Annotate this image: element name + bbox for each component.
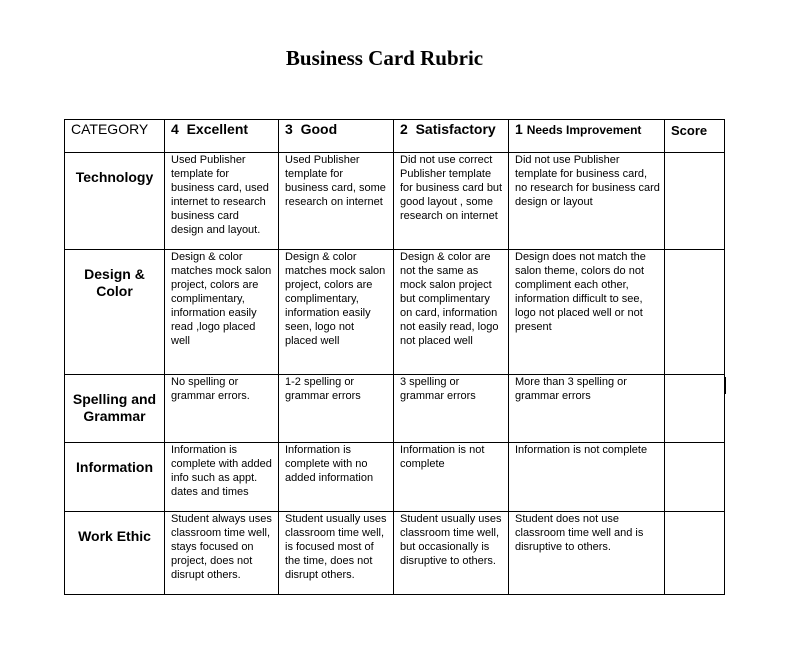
cell-excellent: Used Publisher template for business card, used internet to research business card design and layout. bbox=[165, 153, 279, 250]
cell-needs-improvement: Did not use Publisher template for business card, no research for business card design or layout bbox=[509, 153, 665, 250]
cell-score bbox=[665, 153, 725, 250]
row-category: Technology bbox=[65, 153, 165, 250]
header-excellent-label: Excellent bbox=[186, 121, 249, 137]
header-needs-num: 1 bbox=[515, 121, 523, 137]
header-category bbox=[65, 120, 165, 153]
header-category-label: CATEGORY bbox=[71, 121, 149, 137]
cell-excellent: Design & color matches mock salon project, colors are complimentary, information easily read ,logo placed well bbox=[165, 250, 279, 375]
cell-satisfactory: 3 spelling or grammar errors bbox=[394, 375, 509, 443]
cell-score bbox=[665, 512, 725, 595]
rubric-table bbox=[64, 119, 725, 595]
header-excellent-num: 4 bbox=[171, 121, 179, 137]
cell-needs-improvement: Information is not complete bbox=[509, 443, 665, 512]
header-score bbox=[665, 120, 725, 153]
cell-excellent: Student always uses classroom time well, stays focused on project, does not disrupt others. bbox=[165, 512, 279, 595]
table-row bbox=[65, 153, 725, 250]
table-row bbox=[65, 250, 725, 375]
cell-satisfactory: Information is not complete bbox=[394, 443, 509, 512]
header-satisfactory bbox=[394, 120, 509, 153]
header-excellent bbox=[165, 120, 279, 153]
header-good-num: 3 bbox=[285, 121, 293, 137]
header-score-label: Score bbox=[671, 123, 708, 138]
table-row bbox=[65, 375, 725, 443]
row-category: Spelling and Grammar bbox=[65, 375, 165, 443]
header-needs-label: Needs Improvement bbox=[526, 123, 642, 137]
cell-score bbox=[665, 250, 725, 375]
cell-needs-improvement: More than 3 spelling or grammar errors bbox=[509, 375, 665, 443]
cell-good: Student usually uses classroom time well, is focused most of the time, does not disrupt others. bbox=[279, 512, 394, 595]
cell-needs-improvement: Design does not match the salon theme, colors do not compliment each other, information difficult to see, logo not placed well or not present bbox=[509, 250, 665, 375]
row-category: Work Ethic bbox=[65, 512, 165, 595]
header-good bbox=[279, 120, 394, 153]
cell-good: Information is complete with no added information bbox=[279, 443, 394, 512]
header-satisfactory-num: 2 bbox=[400, 121, 408, 137]
cell-score bbox=[665, 375, 725, 443]
header-satisfactory-label: Satisfactory bbox=[415, 121, 496, 137]
cell-satisfactory: Did not use correct Publisher template for business card but good layout , some research on internet bbox=[394, 153, 509, 250]
cell-good: 1-2 spelling or grammar errors bbox=[279, 375, 394, 443]
header-row bbox=[65, 120, 725, 153]
row-category: Information bbox=[65, 443, 165, 512]
row-category: Design & Color bbox=[65, 250, 165, 375]
cell-satisfactory: Student usually uses classroom time well, but occasionally is disruptive to others. bbox=[394, 512, 509, 595]
cell-good: Used Publisher template for business card, some research on internet bbox=[279, 153, 394, 250]
cell-satisfactory: Design & color are not the same as mock salon project but complimentary on card, information not easily read, logo not placed well bbox=[394, 250, 509, 375]
text-cursor-mark bbox=[725, 377, 726, 394]
header-needs-improvement bbox=[509, 120, 665, 153]
cell-good: Design & color matches mock salon project, colors are complimentary, information easily seen, logo not placed well bbox=[279, 250, 394, 375]
cell-score bbox=[665, 443, 725, 512]
cell-needs-improvement: Student does not use classroom time well and is disruptive to others. bbox=[509, 512, 665, 595]
cell-excellent: Information is complete with added info such as appt. dates and times bbox=[165, 443, 279, 512]
table-row bbox=[65, 443, 725, 512]
page-title: Business Card Rubric bbox=[285, 46, 484, 70]
table-row bbox=[65, 512, 725, 595]
header-good-label: Good bbox=[300, 121, 338, 137]
cell-excellent: No spelling or grammar errors. bbox=[165, 375, 279, 443]
